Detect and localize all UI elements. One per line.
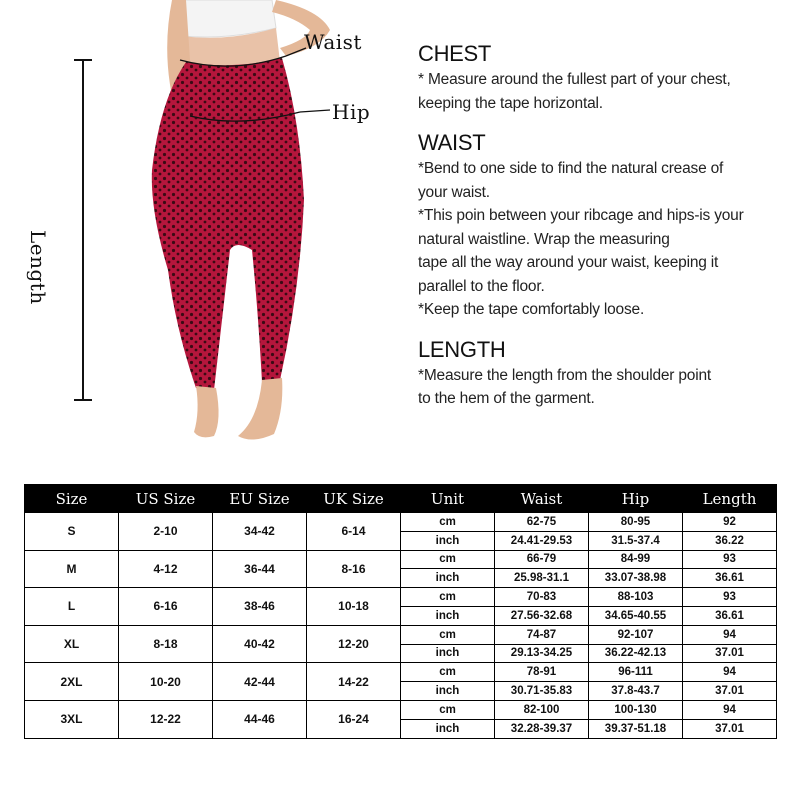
waist-line: your waist. [418, 183, 490, 201]
unit-cell: inch [401, 644, 495, 663]
unit-cell: inch [401, 682, 495, 701]
unit-cell: inch [401, 719, 495, 738]
length-cell: 94 [683, 625, 777, 644]
waist-line: natural waistline. Wrap the measuring [418, 230, 670, 248]
length-cell: 37.01 [683, 682, 777, 701]
chest-section [418, 40, 793, 115]
leggings-illustration [0, 0, 400, 460]
waist-line: *This poin between your ribcage and hips-is your [418, 207, 744, 224]
waist-heading: WAIST [418, 130, 486, 155]
unit-cell: cm [401, 663, 495, 682]
eu-size-cell: 42-44 [213, 663, 307, 701]
hip-cell: 34.65-40.55 [589, 606, 683, 625]
eu-size-cell: 40-42 [213, 625, 307, 663]
table-row [25, 550, 777, 569]
waist-cell: 32.28-39.37 [495, 719, 589, 738]
eu-size-cell: 38-46 [213, 588, 307, 626]
length-heading: LENGTH [418, 336, 506, 362]
unit-cell: cm [401, 513, 495, 532]
uk-size-cell: 14-22 [307, 663, 401, 701]
uk-size-cell: 6-14 [307, 513, 401, 551]
header-length: Length [683, 485, 777, 513]
size-cell: 3XL [25, 700, 119, 738]
size-cell: M [25, 550, 119, 588]
unit-cell: cm [401, 625, 495, 644]
chest-line: keeping the tape horizontal. [418, 94, 603, 112]
unit-cell: inch [401, 569, 495, 588]
length-cell: 37.01 [683, 719, 777, 738]
length-cell: 92 [683, 513, 777, 532]
us-size-cell: 6-16 [119, 588, 213, 626]
length-section [418, 336, 793, 411]
us-size-cell: 12-22 [119, 700, 213, 738]
header-waist: Waist [495, 485, 589, 513]
length-cell: 94 [683, 663, 777, 682]
waist-label: Waist [304, 30, 362, 54]
hip-pointer [300, 110, 330, 112]
length-cell: 94 [683, 700, 777, 719]
table-header-row [25, 485, 777, 513]
header-eu-size: EU Size [213, 485, 307, 513]
waist-cell: 30.71-35.83 [495, 682, 589, 701]
hip-cell: 92-107 [589, 625, 683, 644]
header-us-size: US Size [119, 485, 213, 513]
hip-cell: 39.37-51.18 [589, 719, 683, 738]
waist-cell: 70-83 [495, 588, 589, 607]
eu-size-cell: 34-42 [213, 513, 307, 551]
us-size-cell: 4-12 [119, 550, 213, 588]
uk-size-cell: 10-18 [307, 588, 401, 626]
length-label: Length [26, 230, 50, 305]
table-row [25, 513, 777, 532]
length-cell: 36.22 [683, 531, 777, 550]
hip-cell: 88-103 [589, 588, 683, 607]
waist-line: tape all the way around your waist, keeping it [418, 254, 719, 271]
unit-cell: inch [401, 531, 495, 550]
waist-cell: 27.56-32.68 [495, 606, 589, 625]
table-body [25, 513, 777, 739]
model-figure [0, 0, 400, 460]
size-cell: S [25, 513, 119, 551]
length-cell: 37.01 [683, 644, 777, 663]
left-foot [194, 386, 219, 437]
hip-label: Hip [332, 100, 371, 124]
waist-section [418, 129, 793, 322]
waist-line: *Bend to one side to find the natural crease of [418, 160, 724, 177]
waist-cell: 74-87 [495, 625, 589, 644]
table-row [25, 625, 777, 644]
table-row [25, 588, 777, 607]
waist-cell: 62-75 [495, 513, 589, 532]
unit-cell: cm [401, 588, 495, 607]
length-cell: 36.61 [683, 606, 777, 625]
uk-size-cell: 12-20 [307, 625, 401, 663]
length-line: *Measure the length from the shoulder point [418, 366, 711, 384]
length-cell: 93 [683, 550, 777, 569]
hip-cell: 31.5-37.4 [589, 531, 683, 550]
hip-cell: 37.8-43.7 [589, 682, 683, 701]
length-cell: 36.61 [683, 569, 777, 588]
unit-cell: cm [401, 700, 495, 719]
eu-size-cell: 44-46 [213, 700, 307, 738]
hip-cell: 100-130 [589, 700, 683, 719]
header-hip: Hip [589, 485, 683, 513]
waist-cell: 25.98-31.1 [495, 569, 589, 588]
size-cell: 2XL [25, 663, 119, 701]
waist-cell: 24.41-29.53 [495, 531, 589, 550]
waist-line: *Keep the tape comfortably loose. [418, 301, 645, 318]
us-size-cell: 8-18 [119, 625, 213, 663]
eu-size-cell: 36-44 [213, 550, 307, 588]
hip-cell: 80-95 [589, 513, 683, 532]
table-row [25, 663, 777, 682]
header-size: Size [25, 485, 119, 513]
right-foot [238, 378, 282, 440]
waist-cell: 78-91 [495, 663, 589, 682]
waist-cell: 66-79 [495, 550, 589, 569]
hip-cell: 33.07-38.98 [589, 569, 683, 588]
hip-cell: 36.22-42.13 [589, 644, 683, 663]
size-cell: L [25, 588, 119, 626]
hip-cell: 84-99 [589, 550, 683, 569]
waist-cell: 29.13-34.25 [495, 644, 589, 663]
length-line: to the hem of the garment. [418, 390, 595, 407]
table-row [25, 700, 777, 719]
unit-cell: cm [401, 550, 495, 569]
top-garment [178, 0, 276, 37]
waist-line: parallel to the floor. [418, 277, 545, 295]
uk-size-cell: 16-24 [307, 700, 401, 738]
us-size-cell: 2-10 [119, 513, 213, 551]
chest-line: * Measure around the fullest part of your chest, [418, 71, 731, 88]
header-uk-size: UK Size [307, 485, 401, 513]
hip-cell: 96-111 [589, 663, 683, 682]
leggings [152, 58, 304, 390]
size-chart-table [24, 484, 777, 739]
us-size-cell: 10-20 [119, 663, 213, 701]
size-cell: XL [25, 625, 119, 663]
uk-size-cell: 8-16 [307, 550, 401, 588]
unit-cell: inch [401, 606, 495, 625]
header-unit: Unit [401, 485, 495, 513]
chest-heading: CHEST [418, 41, 492, 66]
measurement-guide [418, 40, 793, 425]
length-cell: 93 [683, 588, 777, 607]
waist-cell: 82-100 [495, 700, 589, 719]
